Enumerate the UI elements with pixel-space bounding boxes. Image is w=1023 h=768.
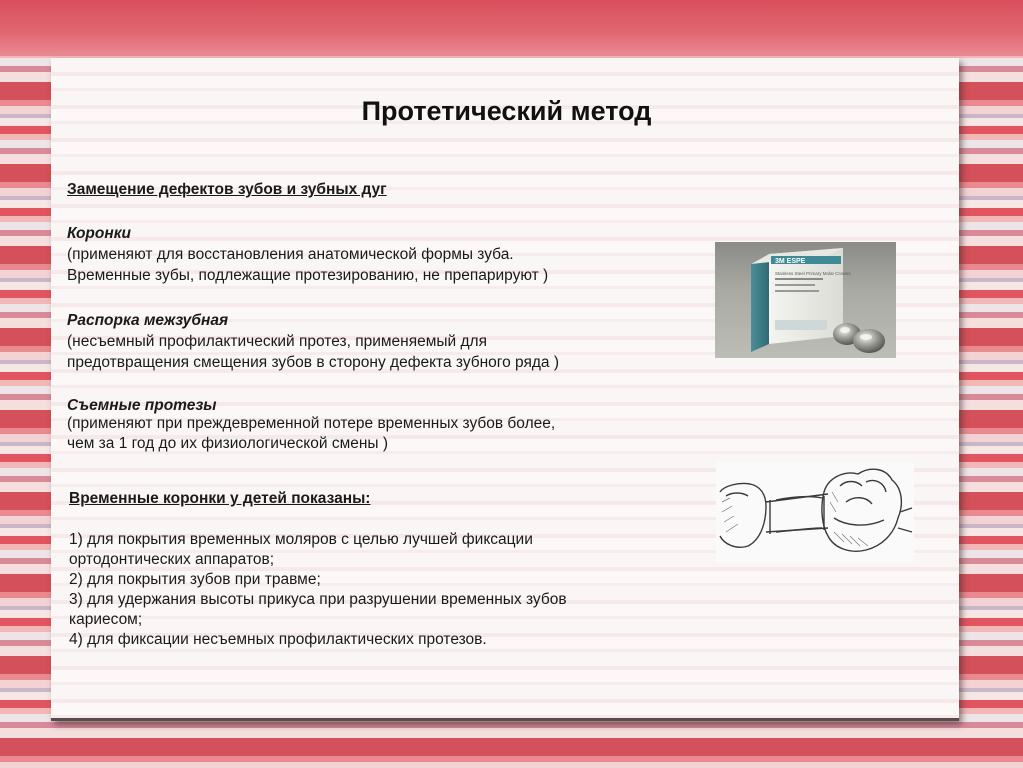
indications-line-5: кариесом; bbox=[69, 611, 143, 628]
product-box-text: Stainless Steel Primary Molar Crowns bbox=[775, 271, 851, 276]
indications-line-4: 3) для удержания высоты прикуса при разрушении временных зубов bbox=[69, 591, 567, 608]
slide-panel bbox=[51, 58, 959, 721]
indications-heading: Временные коронки у детей показаны: bbox=[69, 490, 371, 507]
spacer-heading: Распорка межзубная bbox=[67, 312, 229, 329]
removable-heading: Съемные протезы bbox=[67, 397, 217, 414]
removable-text-line-2: чем за 1 год до их физиологической смены ) bbox=[67, 435, 389, 452]
spacer-text-line-2: предотвращения смещения зубов в сторону дефекта зубного ряда ) bbox=[67, 354, 560, 371]
crown-box-illustration bbox=[715, 242, 896, 358]
spacer-sketch bbox=[716, 462, 914, 562]
background-top-band bbox=[0, 0, 1023, 56]
slide-title: Протетический метод bbox=[361, 96, 652, 126]
removable-text-line-1: (применяют при преждевременной потере временных зубов более, bbox=[67, 415, 556, 432]
crown-product-photo bbox=[715, 242, 896, 358]
crowns-text-line-2: Временные зубы, подлежащие протезированию, не препарируют ) bbox=[67, 267, 549, 284]
section-heading: Замещение дефектов зубов и зубных дуг bbox=[67, 181, 387, 198]
crowns-heading: Коронки bbox=[67, 225, 132, 242]
indications-line-6: 4) для фиксации несъемных профилактических протезов. bbox=[69, 631, 487, 648]
indications-line-2: ортодонтических аппаратов; bbox=[69, 551, 275, 568]
spacer-sketch-illustration bbox=[716, 462, 914, 562]
crowns-text-line-1: (применяют для восстановления анатомической формы зуба. bbox=[67, 246, 514, 263]
product-brand: 3M ESPE bbox=[775, 258, 806, 265]
spacer-text-line-1: (несъемный профилактический протез, применяемый для bbox=[67, 333, 487, 350]
indications-line-3: 2) для покрытия зубов при травме; bbox=[69, 571, 321, 588]
indications-line-1: 1) для покрытия временных моляров с целью лучшей фиксации bbox=[69, 531, 533, 548]
